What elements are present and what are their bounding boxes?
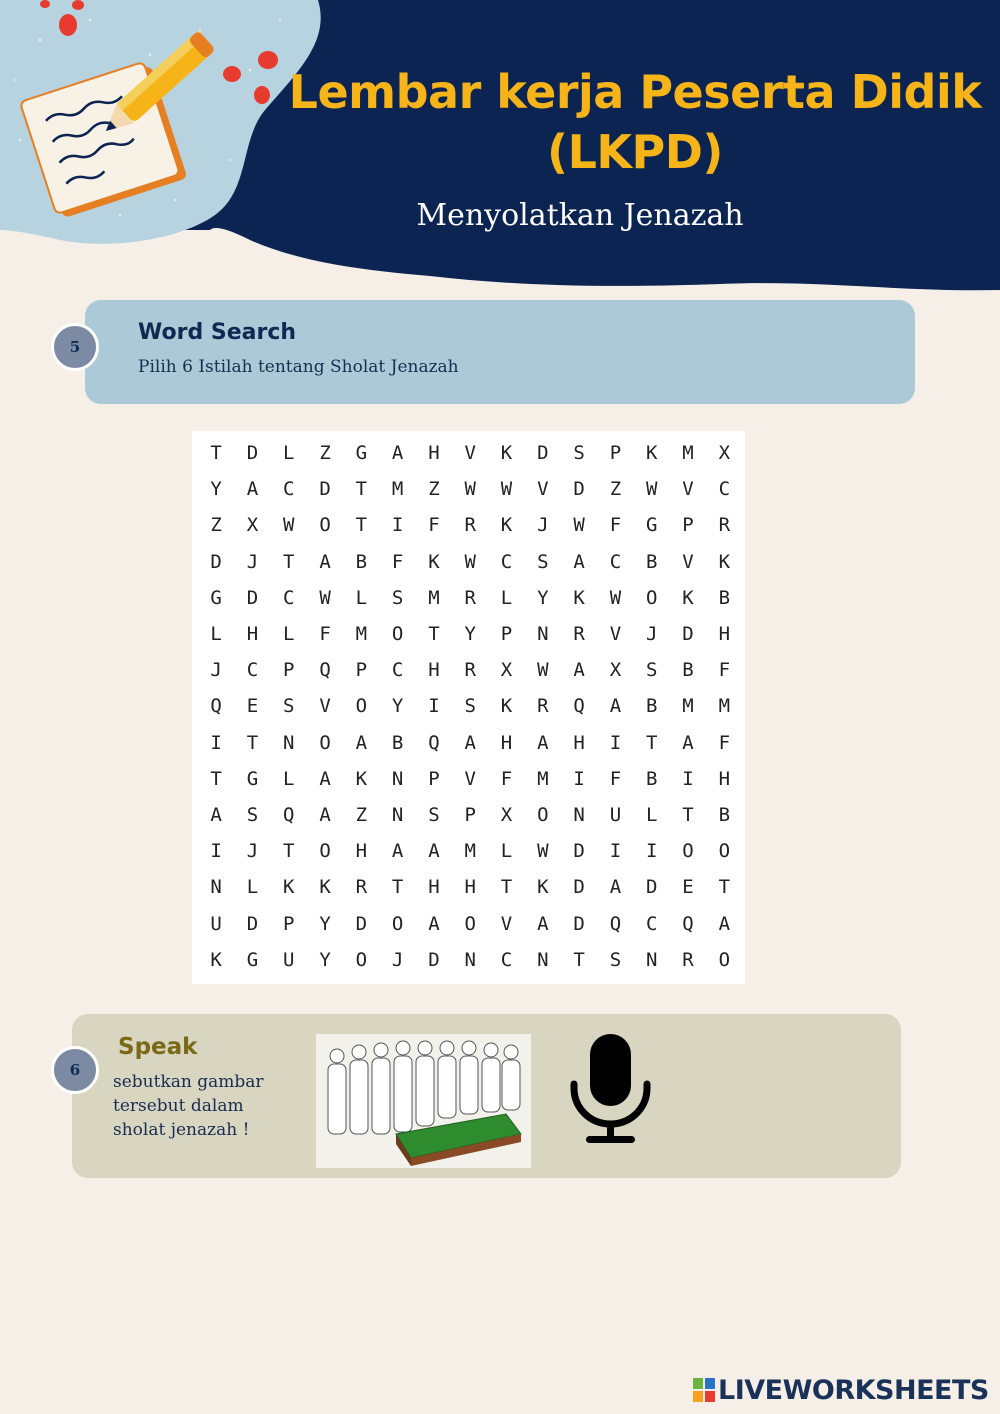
word-search-cell[interactable]: P	[428, 767, 440, 790]
word-search-cell[interactable]: T	[210, 767, 222, 790]
section-number-badge: 6	[51, 1046, 99, 1094]
word-search-cell[interactable]: H	[355, 840, 368, 863]
word-search-cell[interactable]: P	[464, 803, 476, 826]
speak-instruction-line: tersebut dalam	[113, 1096, 244, 1116]
word-search-cell[interactable]: B	[718, 586, 731, 609]
word-search-cell[interactable]: L	[283, 623, 295, 646]
word-search-cell[interactable]: D	[319, 478, 331, 501]
word-search-cell[interactable]: R	[464, 659, 476, 682]
word-search-cell[interactable]: K	[537, 876, 549, 899]
word-search-cell[interactable]: A	[537, 731, 549, 754]
word-search-cell[interactable]: O	[682, 840, 694, 863]
word-search-cell[interactable]: Y	[319, 948, 331, 971]
word-search-cell[interactable]: W	[464, 478, 476, 501]
word-search-cell[interactable]: A	[355, 731, 368, 754]
word-search-cell[interactable]: X	[500, 803, 513, 826]
word-search-cell[interactable]: M	[464, 840, 476, 863]
title-line-2: (LKPD)	[547, 125, 723, 179]
word-search-cell[interactable]: N	[537, 623, 549, 646]
word-search-cell[interactable]: V	[537, 478, 549, 501]
word-search-cell[interactable]: V	[682, 550, 694, 573]
word-search-cell[interactable]: V	[609, 623, 622, 646]
word-search-cell[interactable]: M	[391, 478, 404, 501]
word-search-cell[interactable]: R	[464, 514, 476, 537]
word-search-cell[interactable]: Z	[355, 803, 368, 826]
word-search-cell[interactable]: Z	[428, 478, 440, 501]
word-search-cell[interactable]: C	[718, 478, 731, 501]
word-search-cell[interactable]: K	[718, 550, 731, 573]
word-search-cell[interactable]: R	[464, 586, 476, 609]
liveworksheets-mark-icon	[693, 1378, 715, 1402]
word-search-cell[interactable]: D	[573, 876, 585, 899]
word-search-cell[interactable]: I	[428, 695, 440, 718]
word-search-cell[interactable]: O	[355, 948, 368, 971]
word-search-cell[interactable]: L	[246, 876, 259, 899]
word-search-cell[interactable]: W	[500, 478, 513, 501]
word-search-cell[interactable]: K	[283, 876, 295, 899]
word-search-cell[interactable]: W	[283, 514, 295, 537]
word-search-cell[interactable]: J	[246, 840, 259, 863]
word-search-cell[interactable]: Q	[609, 912, 622, 935]
word-search-cell[interactable]: S	[609, 948, 622, 971]
word-search-cell[interactable]: V	[500, 912, 513, 935]
word-search-cell[interactable]: U	[609, 803, 622, 826]
word-search-cell[interactable]: A	[428, 912, 440, 935]
word-search-cell[interactable]: I	[645, 840, 658, 863]
word-search-cell[interactable]: C	[283, 586, 295, 609]
word-search-cell[interactable]: A	[319, 550, 331, 573]
word-search-cell[interactable]: C	[283, 478, 295, 501]
word-search-cell[interactable]: Y	[464, 623, 476, 646]
word-search-cell[interactable]: J	[537, 514, 549, 537]
word-search-cell[interactable]: L	[283, 442, 295, 465]
word-search-cell[interactable]: X	[718, 442, 731, 465]
word-search-cell[interactable]: M	[682, 695, 694, 718]
word-search-cell[interactable]: A	[391, 840, 404, 863]
word-search-cell[interactable]: A	[210, 803, 222, 826]
word-search-cell[interactable]: L	[283, 767, 295, 790]
word-search-cell[interactable]: Q	[573, 695, 585, 718]
funeral-prayer-image	[316, 1034, 531, 1168]
word-search-cell[interactable]: B	[645, 695, 658, 718]
word-search-cell[interactable]: W	[464, 550, 476, 573]
word-search-cell[interactable]: L	[500, 586, 513, 609]
word-search-cell[interactable]: H	[718, 767, 731, 790]
word-search-cell[interactable]: N	[210, 876, 222, 899]
word-search-cell[interactable]: I	[210, 731, 222, 754]
word-search-cell[interactable]: E	[246, 695, 259, 718]
word-search-cell[interactable]: T	[355, 478, 368, 501]
word-search-cell[interactable]: C	[500, 948, 513, 971]
word-search-cell[interactable]: H	[428, 442, 440, 465]
word-search-cell[interactable]: O	[537, 803, 549, 826]
word-search-cell[interactable]: R	[355, 876, 368, 899]
word-search-cell[interactable]: I	[391, 514, 404, 537]
word-search-cell[interactable]: R	[682, 948, 694, 971]
word-search-cell[interactable]: L	[645, 803, 658, 826]
word-search-cell[interactable]: E	[682, 876, 694, 899]
word-search-cell[interactable]: V	[464, 767, 476, 790]
word-search-cell[interactable]: D	[573, 478, 585, 501]
word-search-cell[interactable]: P	[609, 442, 622, 465]
word-search-cell[interactable]: K	[319, 876, 331, 899]
word-search-cell[interactable]: I	[609, 731, 622, 754]
word-search-cell[interactable]: A	[573, 659, 585, 682]
word-search-cell[interactable]: H	[500, 731, 513, 754]
word-search-cell[interactable]: H	[428, 876, 440, 899]
word-search-cell[interactable]: F	[718, 731, 731, 754]
word-search-cell[interactable]: V	[464, 442, 476, 465]
word-search-cell[interactable]: O	[391, 623, 404, 646]
word-search-cell[interactable]: A	[246, 478, 259, 501]
speak-instruction-line: sholat jenazah !	[113, 1120, 250, 1140]
word-search-cell[interactable]: G	[355, 442, 368, 465]
word-search-cell[interactable]: O	[645, 586, 658, 609]
word-search-cell[interactable]: J	[645, 623, 658, 646]
word-search-cell[interactable]: S	[428, 803, 440, 826]
word-search-cell[interactable]: O	[355, 695, 368, 718]
word-search-cell[interactable]: N	[464, 948, 476, 971]
word-search-cell[interactable]: A	[391, 442, 404, 465]
word-search-cell[interactable]: K	[428, 550, 440, 573]
word-search-cell[interactable]: U	[283, 948, 295, 971]
word-search-cell[interactable]: Y	[391, 695, 404, 718]
word-search-cell[interactable]: O	[464, 912, 476, 935]
word-search-cell[interactable]: G	[246, 767, 259, 790]
word-search-cell[interactable]: B	[645, 550, 658, 573]
word-search-cell[interactable]: L	[210, 623, 222, 646]
word-search-cell[interactable]: H	[573, 731, 585, 754]
word-search-cell[interactable]: I	[682, 767, 694, 790]
word-search-cell[interactable]: F	[609, 767, 622, 790]
word-search-cell[interactable]: K	[500, 442, 513, 465]
word-search-cell[interactable]: C	[246, 659, 259, 682]
word-search-cell[interactable]: D	[645, 876, 658, 899]
word-search-cell[interactable]: S	[464, 695, 476, 718]
word-search-cell[interactable]: D	[355, 912, 368, 935]
pencil-icon	[0, 0, 240, 230]
word-search-cell[interactable]: K	[210, 948, 222, 971]
word-search-cell[interactable]: R	[537, 695, 549, 718]
word-search-cell[interactable]: I	[609, 840, 622, 863]
word-search-cell[interactable]: B	[718, 803, 731, 826]
speak-instruction-line: sebutkan gambar	[113, 1072, 264, 1092]
word-search-cell[interactable]: T	[210, 442, 222, 465]
word-search-cell[interactable]: C	[609, 550, 622, 573]
word-search-cell[interactable]: F	[718, 659, 731, 682]
word-search-cell[interactable]: K	[573, 586, 585, 609]
word-search-cell[interactable]: D	[682, 623, 694, 646]
word-search-card	[85, 300, 915, 404]
word-search-cell[interactable]: F	[428, 514, 440, 537]
word-search-cell[interactable]: Z	[319, 442, 331, 465]
word-search-cell[interactable]: K	[355, 767, 368, 790]
word-search-cell[interactable]: N	[391, 803, 404, 826]
word-search-cell[interactable]: B	[645, 767, 658, 790]
word-search-cell[interactable]: B	[391, 731, 404, 754]
section-number-badge: 5	[51, 323, 99, 371]
word-search-cell[interactable]: H	[246, 623, 259, 646]
word-search-cell[interactable]: R	[573, 623, 585, 646]
word-search-cell[interactable]: C	[645, 912, 658, 935]
word-search-cell[interactable]: X	[246, 514, 259, 537]
liveworksheets-logo[interactable]	[693, 1374, 989, 1406]
word-search-cell[interactable]: O	[319, 514, 331, 537]
word-search-grid	[192, 431, 745, 984]
word-search-cell[interactable]: D	[210, 550, 222, 573]
word-search-cell[interactable]: Q	[682, 912, 694, 935]
word-search-cell[interactable]: G	[645, 514, 658, 537]
word-search-cell[interactable]: Y	[319, 912, 331, 935]
word-search-cell[interactable]: T	[500, 876, 513, 899]
word-search-cell[interactable]: W	[645, 478, 658, 501]
word-search-cell[interactable]: D	[246, 442, 259, 465]
word-search-cell[interactable]: J	[210, 659, 222, 682]
word-search-cell[interactable]: S	[246, 803, 259, 826]
word-search-cell[interactable]: T	[283, 840, 295, 863]
word-search-cell[interactable]: A	[319, 803, 331, 826]
word-search-cell[interactable]: T	[682, 803, 694, 826]
word-search-cell[interactable]: F	[500, 767, 513, 790]
word-search-cell[interactable]: M	[428, 586, 440, 609]
word-search-cell[interactable]: W	[537, 840, 549, 863]
word-search-cell[interactable]: V	[319, 695, 331, 718]
word-search-cell[interactable]: R	[718, 514, 731, 537]
word-search-cell[interactable]: C	[391, 659, 404, 682]
word-search-cell[interactable]: H	[464, 876, 476, 899]
word-search-cell[interactable]: Z	[609, 478, 622, 501]
title-line-1: Lembar kerja Peserta Didik	[288, 65, 982, 119]
word-search-cell[interactable]: A	[718, 912, 731, 935]
word-search-cell[interactable]: S	[391, 586, 404, 609]
word-search-cell[interactable]: S	[283, 695, 295, 718]
word-search-cell[interactable]: T	[391, 876, 404, 899]
word-search-title: Word Search	[138, 320, 297, 345]
word-search-cell[interactable]: W	[537, 659, 549, 682]
word-search-cell[interactable]: Q	[319, 659, 331, 682]
word-search-cell[interactable]: D	[246, 586, 259, 609]
word-search-cell[interactable]: M	[537, 767, 549, 790]
word-search-cell[interactable]: W	[609, 586, 622, 609]
word-search-cell[interactable]: O	[718, 840, 731, 863]
word-search-cell[interactable]: P	[682, 514, 694, 537]
word-search-cell[interactable]: M	[718, 695, 731, 718]
word-search-cell[interactable]: P	[500, 623, 513, 646]
word-search-cell[interactable]: G	[246, 948, 259, 971]
speak-instruction	[113, 1070, 303, 1142]
word-search-cell[interactable]: D	[428, 948, 440, 971]
word-search-cell[interactable]: Y	[537, 586, 549, 609]
word-search-cell[interactable]: Z	[210, 514, 222, 537]
word-search-cell[interactable]: Q	[428, 731, 440, 754]
word-search-cell[interactable]: T	[428, 623, 440, 646]
word-search-cell[interactable]: C	[500, 550, 513, 573]
word-search-cell[interactable]: N	[537, 948, 549, 971]
word-search-cell[interactable]: V	[682, 478, 694, 501]
word-search-cell[interactable]: S	[537, 550, 549, 573]
word-search-cell[interactable]: N	[645, 948, 658, 971]
word-search-cell[interactable]: T	[283, 550, 295, 573]
word-search-cell[interactable]: M	[355, 623, 368, 646]
word-search-cell[interactable]: O	[319, 731, 331, 754]
word-search-cell[interactable]: T	[355, 514, 368, 537]
word-search-cell[interactable]: A	[537, 912, 549, 935]
word-search-cell[interactable]: H	[428, 659, 440, 682]
word-search-cell[interactable]: T	[645, 731, 658, 754]
word-search-cell[interactable]: F	[391, 550, 404, 573]
word-search-cell[interactable]: L	[500, 840, 513, 863]
word-search-cell[interactable]: P	[283, 912, 295, 935]
word-search-cell[interactable]: T	[246, 731, 259, 754]
word-search-cell[interactable]: B	[682, 659, 694, 682]
word-search-cell[interactable]: S	[573, 442, 585, 465]
word-search-letters	[198, 435, 742, 978]
word-search-cell[interactable]: D	[537, 442, 549, 465]
word-search-cell[interactable]: O	[718, 948, 731, 971]
word-search-cell[interactable]: P	[355, 659, 368, 682]
word-search-cell[interactable]: A	[573, 550, 585, 573]
word-search-cell[interactable]: A	[464, 731, 476, 754]
word-search-cell[interactable]: B	[355, 550, 368, 573]
word-search-cell[interactable]: L	[355, 586, 368, 609]
word-search-cell[interactable]: A	[428, 840, 440, 863]
word-search-cell[interactable]: N	[573, 803, 585, 826]
word-search-cell[interactable]: K	[645, 442, 658, 465]
microphone-icon[interactable]	[568, 1032, 653, 1147]
word-search-cell[interactable]: X	[609, 659, 622, 682]
word-search-cell[interactable]: N	[283, 731, 295, 754]
word-search-cell[interactable]: G	[210, 586, 222, 609]
word-search-cell[interactable]: F	[609, 514, 622, 537]
word-search-cell[interactable]: P	[283, 659, 295, 682]
word-search-cell[interactable]: W	[573, 514, 585, 537]
word-search-cell[interactable]: M	[682, 442, 694, 465]
word-search-cell[interactable]: T	[718, 876, 731, 899]
word-search-cell[interactable]: J	[246, 550, 259, 573]
word-search-cell[interactable]: O	[319, 840, 331, 863]
word-search-cell[interactable]: J	[391, 948, 404, 971]
page-subtitle: Menyolatkan Jenazah	[416, 198, 744, 233]
page-title	[270, 62, 1000, 182]
word-search-cell[interactable]: K	[500, 514, 513, 537]
word-search-cell[interactable]: Y	[210, 478, 222, 501]
word-search-instruction: Pilih 6 Istilah tentang Sholat Jenazah	[138, 357, 459, 377]
word-search-cell[interactable]: H	[718, 623, 731, 646]
word-search-cell[interactable]: X	[500, 659, 513, 682]
word-search-cell[interactable]: T	[573, 948, 585, 971]
word-search-cell[interactable]: A	[609, 695, 622, 718]
word-search-cell[interactable]: K	[500, 695, 513, 718]
word-search-cell[interactable]: Q	[210, 695, 222, 718]
word-search-cell[interactable]: W	[319, 586, 331, 609]
word-search-cell[interactable]: S	[645, 659, 658, 682]
word-search-cell[interactable]: K	[682, 586, 694, 609]
brand-name: LIVEWORKSHEETS	[718, 1374, 989, 1406]
word-search-cell[interactable]: D	[246, 912, 259, 935]
word-search-cell[interactable]: A	[609, 876, 622, 899]
word-search-cell[interactable]: O	[391, 912, 404, 935]
word-search-cell[interactable]: U	[210, 912, 222, 935]
word-search-cell[interactable]: D	[573, 840, 585, 863]
word-search-cell[interactable]: Q	[283, 803, 295, 826]
word-search-cell[interactable]: A	[682, 731, 694, 754]
word-search-cell[interactable]: I	[210, 840, 222, 863]
word-search-cell[interactable]: F	[319, 623, 331, 646]
word-search-cell[interactable]: N	[391, 767, 404, 790]
word-search-cell[interactable]: I	[573, 767, 585, 790]
word-search-cell[interactable]: D	[573, 912, 585, 935]
word-search-cell[interactable]: A	[319, 767, 331, 790]
speak-title: Speak	[118, 1034, 198, 1060]
